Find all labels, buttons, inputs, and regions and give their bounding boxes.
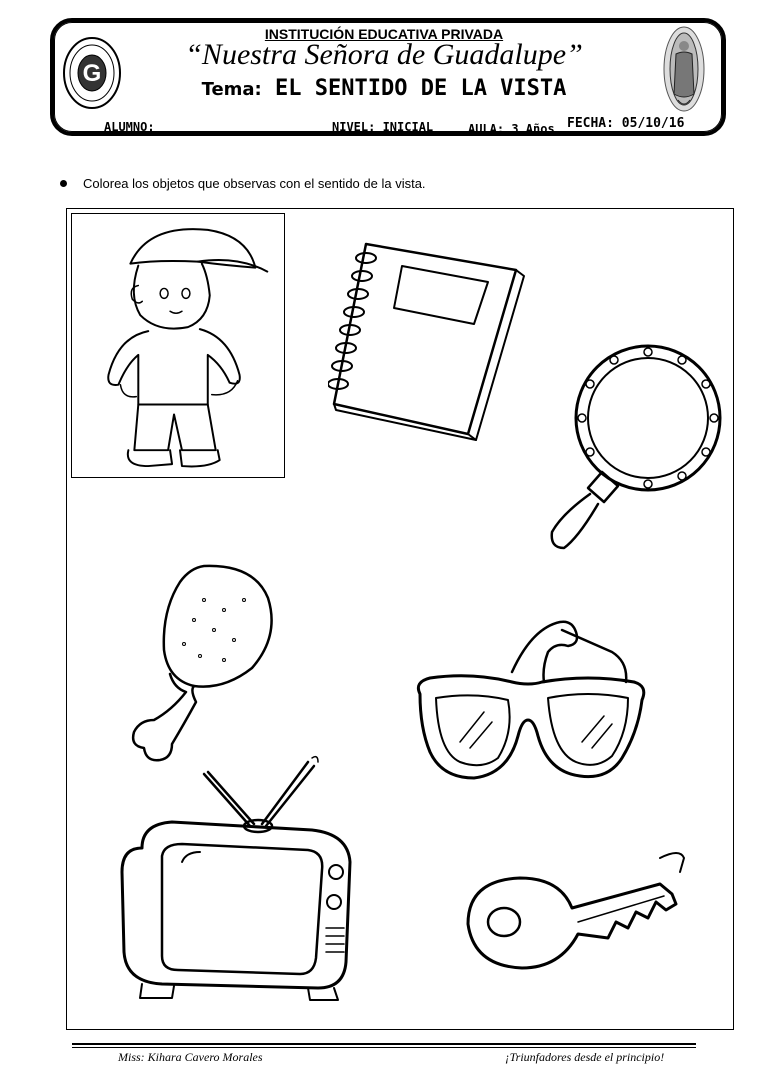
footer-teacher: Miss: Kihara Cavero Morales [118, 1050, 263, 1064]
sunglasses-icon [412, 612, 652, 792]
footer-motto: ¡Triunfadores desde el principio! [505, 1050, 665, 1064]
notebook-icon [328, 236, 528, 446]
institution-title: INSTITUCIÓN EDUCATIVA PRIVADA [264, 26, 504, 42]
magnifying-glass-icon [542, 334, 722, 554]
classroom-field: AULA: 3 Años [468, 122, 555, 136]
bullet-icon [60, 180, 67, 187]
topic-title [0, 76, 768, 101]
instruction-text: Colorea los objetos que observas con el sentido de la vista. [83, 176, 426, 191]
date-field: FECHA: 05/10/16 [567, 116, 685, 131]
chicken-leg-icon [124, 560, 284, 770]
key-icon [460, 838, 690, 988]
footer-rule [72, 1043, 696, 1045]
topic-label: Tema: [201, 79, 262, 100]
instruction-line [60, 176, 426, 191]
school-name: “Nuestra Señora de Guadalupe” [185, 38, 583, 71]
level-field: NIVEL: INICIAL [332, 120, 434, 134]
student-field: ALUMNO: ________________ [104, 120, 278, 134]
footer-rule-thin [72, 1047, 696, 1048]
topic-value: EL SENTIDO DE LA VISTA [275, 76, 567, 101]
boy-with-cap-icon [78, 216, 278, 474]
logo-letter: G [82, 60, 102, 87]
television-icon [112, 752, 362, 1002]
